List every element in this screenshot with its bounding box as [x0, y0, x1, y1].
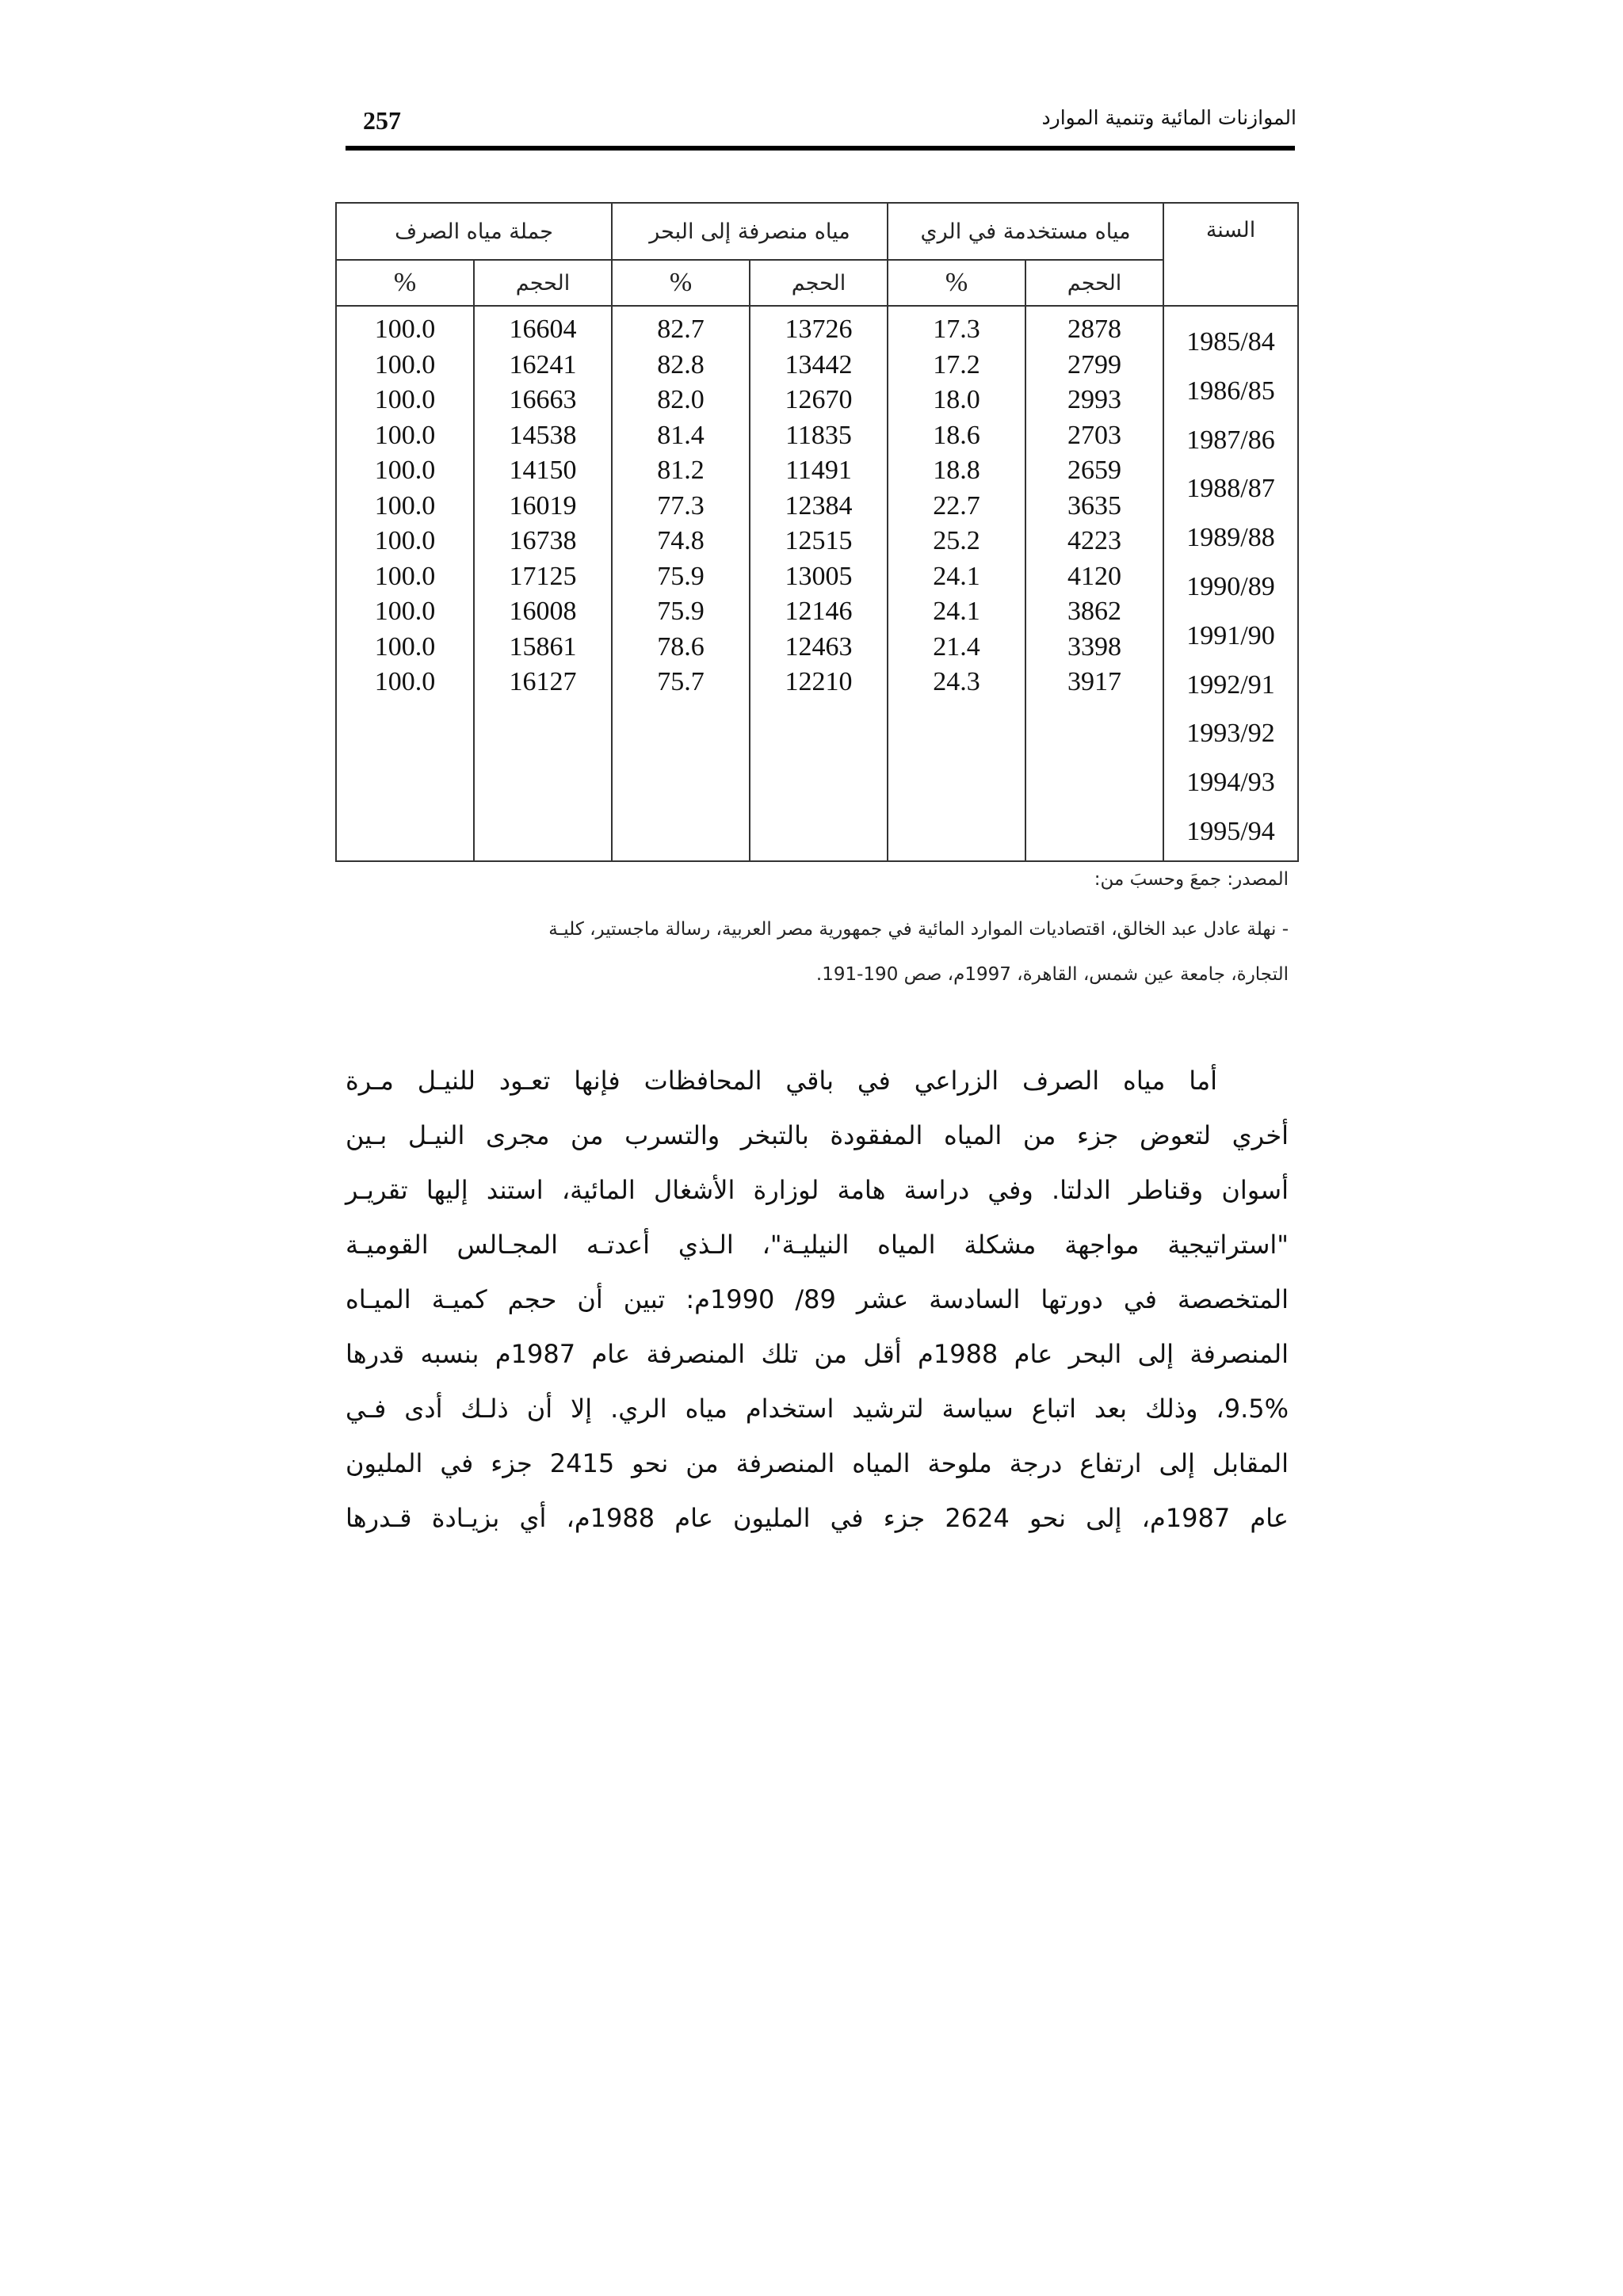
table-cell: 2993 [1067, 385, 1122, 414]
total-volume-column [474, 306, 612, 861]
table-cell: 100.0 [374, 349, 436, 379]
book-title: الموازنات المائية وتنمية الموارد [1041, 106, 1296, 129]
table-cell: 21.4 [933, 631, 980, 662]
page-number: 257 [363, 106, 401, 135]
table-cell: 11491 [785, 456, 852, 485]
table-cell: 14538 [509, 420, 577, 450]
total-percent-column [336, 306, 474, 861]
table-cell: 12210 [785, 667, 853, 696]
table-cell: 18.0 [933, 385, 980, 414]
table-cell: 100.0 [374, 420, 436, 450]
paragraph-line: المنصرفة إلى البحر عام 1988م أقل من تلك المنصرفة عام 1987م بنسبه قدرها [346, 1339, 1289, 1369]
year-cell: 1992/91 [1186, 669, 1275, 700]
table-cell: 2659 [1067, 456, 1122, 485]
paragraph-line: أخري لتعوض جزء من المياه المفقودة بالتبخر والتسرب من مجرى النيـل بـين [346, 1120, 1289, 1150]
table-cell: 24.3 [933, 667, 980, 696]
year-header: السنة [1163, 203, 1298, 306]
year-cell: 1995/94 [1186, 816, 1275, 846]
irrigation-volume-column [1025, 306, 1163, 861]
year-cell: 1994/93 [1186, 768, 1275, 798]
table-cell: 17.2 [933, 349, 980, 379]
table-cell: 81.4 [657, 420, 705, 450]
table-cell: 82.8 [657, 349, 705, 379]
table-cell: 16663 [509, 385, 577, 414]
table-cell: 81.2 [657, 456, 705, 485]
table-cell: 12670 [785, 385, 853, 414]
year-cell: 1987/86 [1186, 425, 1275, 455]
table-cell: 18.6 [933, 420, 980, 450]
year-cell: 1986/85 [1186, 376, 1275, 406]
table-cell: 3917 [1067, 667, 1122, 696]
table-cell: 4120 [1067, 561, 1122, 591]
table-cell: 12463 [785, 631, 853, 662]
table-cell: 16241 [509, 349, 577, 379]
drainage-water-table [335, 202, 1299, 862]
year-cell: 1985/84 [1186, 327, 1275, 357]
table-cell: 75.7 [657, 667, 705, 696]
table-cell: 15861 [509, 631, 577, 662]
table-cell: 12515 [785, 526, 853, 555]
sea-percent-column [612, 306, 750, 861]
table-cell: 100.0 [374, 597, 436, 626]
table-cell: 17.3 [933, 315, 980, 344]
year-cell: 1991/90 [1186, 620, 1275, 650]
table-cell: 82.0 [657, 385, 705, 414]
paragraph-line: أما مياه الصرف الزراعي في باقي المحافظات فإنها تعـود للنيـل مـرة [346, 1066, 1217, 1096]
group-header-sea: مياه منصرفة إلى البحر [612, 203, 888, 260]
table-cell: 3398 [1067, 631, 1122, 662]
table-cell: 82.7 [657, 315, 705, 344]
table-cell: 75.9 [657, 561, 705, 591]
table-cell: 3862 [1067, 597, 1122, 626]
source-citation-line2: التجارة، جامعة عين شمس، القاهرة، 1997م، صص 190-191. [815, 964, 1289, 985]
table-cell: 24.1 [933, 561, 980, 591]
table-cell: 16127 [509, 667, 577, 696]
paragraph-line: عام 1987م، إلى نحو 2624 جزء في المليون عام 1988م، أي بزيـادة قـدرها [346, 1503, 1289, 1533]
table-cell: 13726 [785, 315, 853, 344]
table-cell: 12384 [785, 490, 853, 521]
group-header-total: جملة مياه الصرف [336, 203, 612, 260]
table-cell: 78.6 [657, 631, 705, 662]
table-cell: 12146 [785, 597, 853, 626]
table-cell: 17125 [509, 561, 577, 591]
years-column [1163, 306, 1298, 861]
table-cell: 100.0 [374, 526, 436, 555]
year-cell: 1989/88 [1186, 523, 1275, 553]
paragraph-line: 9.5%، وذلك بعد اتباع سياسة لترشيد استخدام مياه الري. إلا أن ذلـك أدى فـي [346, 1394, 1289, 1424]
table-cell: 100.0 [374, 667, 436, 696]
subheader-percent: % [336, 260, 474, 306]
source-citation-line1: - نهلة عادل عبد الخالق، اقتصاديات الموارد المائية في جمهورية مصر العربية، رسالة ماجستير، كليـة [548, 919, 1289, 940]
header-rule [346, 146, 1295, 151]
year-cell: 1990/89 [1186, 571, 1275, 601]
table-cell: 75.9 [657, 597, 705, 626]
table-cell: 100.0 [374, 490, 436, 521]
subheader-volume: الحجم [1025, 260, 1163, 306]
table-cell: 100.0 [374, 315, 436, 344]
table-cell: 16604 [509, 315, 577, 344]
table-cell: 24.1 [933, 597, 980, 626]
paragraph-line: "استراتيجية مواجهة مشكلة المياه النيليـة"، الـذي أعدتـه المجـالس القوميـة [346, 1230, 1289, 1260]
paragraph-line: أسوان وقناطر الدلتا. وفي دراسة هامة لوزارة الأشغال المائية، استند إليها تقريـر [346, 1175, 1289, 1205]
table-cell: 2799 [1067, 349, 1122, 379]
subheader-percent: % [612, 260, 750, 306]
table-cell: 14150 [509, 456, 577, 485]
table-cell: 16019 [509, 490, 577, 521]
table-cell: 13442 [785, 349, 853, 379]
table-cell: 100.0 [374, 456, 436, 485]
table-cell: 100.0 [374, 561, 436, 591]
table-cell: 13005 [785, 561, 853, 591]
table-cell: 25.2 [933, 526, 980, 555]
body-paragraph [346, 1054, 1289, 1546]
subheader-volume: الحجم [474, 260, 612, 306]
table-cell: 16008 [509, 597, 577, 626]
paragraph-line: المقابل إلى ارتفاع درجة ملوحة المياه المنصرفة من نحو 2415 جزء في المليون [346, 1448, 1289, 1478]
table-cell: 2703 [1067, 420, 1122, 450]
group-header-irrigation: مياه مستخدمة في الري [888, 203, 1163, 260]
year-cell: 1993/92 [1186, 719, 1275, 749]
running-header [349, 101, 1296, 141]
table-cell: 4223 [1067, 526, 1122, 555]
table-cell: 22.7 [933, 490, 980, 521]
source-label: المصدر: جمعَ وحسبَ من: [1094, 869, 1289, 890]
table-cell: 100.0 [374, 631, 436, 662]
subheader-percent: % [888, 260, 1025, 306]
irrigation-percent-column [888, 306, 1025, 861]
table-cell: 11835 [785, 420, 852, 450]
year-cell: 1988/87 [1186, 474, 1275, 504]
paragraph-line: المتخصصة في دورتها السادسة عشر 89/ 1990م: تبين أن حجم كميـة الميـاه [346, 1284, 1289, 1314]
sea-volume-column [750, 306, 888, 861]
table-cell: 16738 [509, 526, 577, 555]
table-cell: 100.0 [374, 385, 436, 414]
table-cell: 2878 [1067, 315, 1122, 344]
table-cell: 3635 [1067, 490, 1122, 521]
table-cell: 74.8 [657, 526, 705, 555]
subheader-volume: الحجم [750, 260, 888, 306]
table-cell: 77.3 [657, 490, 705, 521]
table-cell: 18.8 [933, 456, 980, 485]
